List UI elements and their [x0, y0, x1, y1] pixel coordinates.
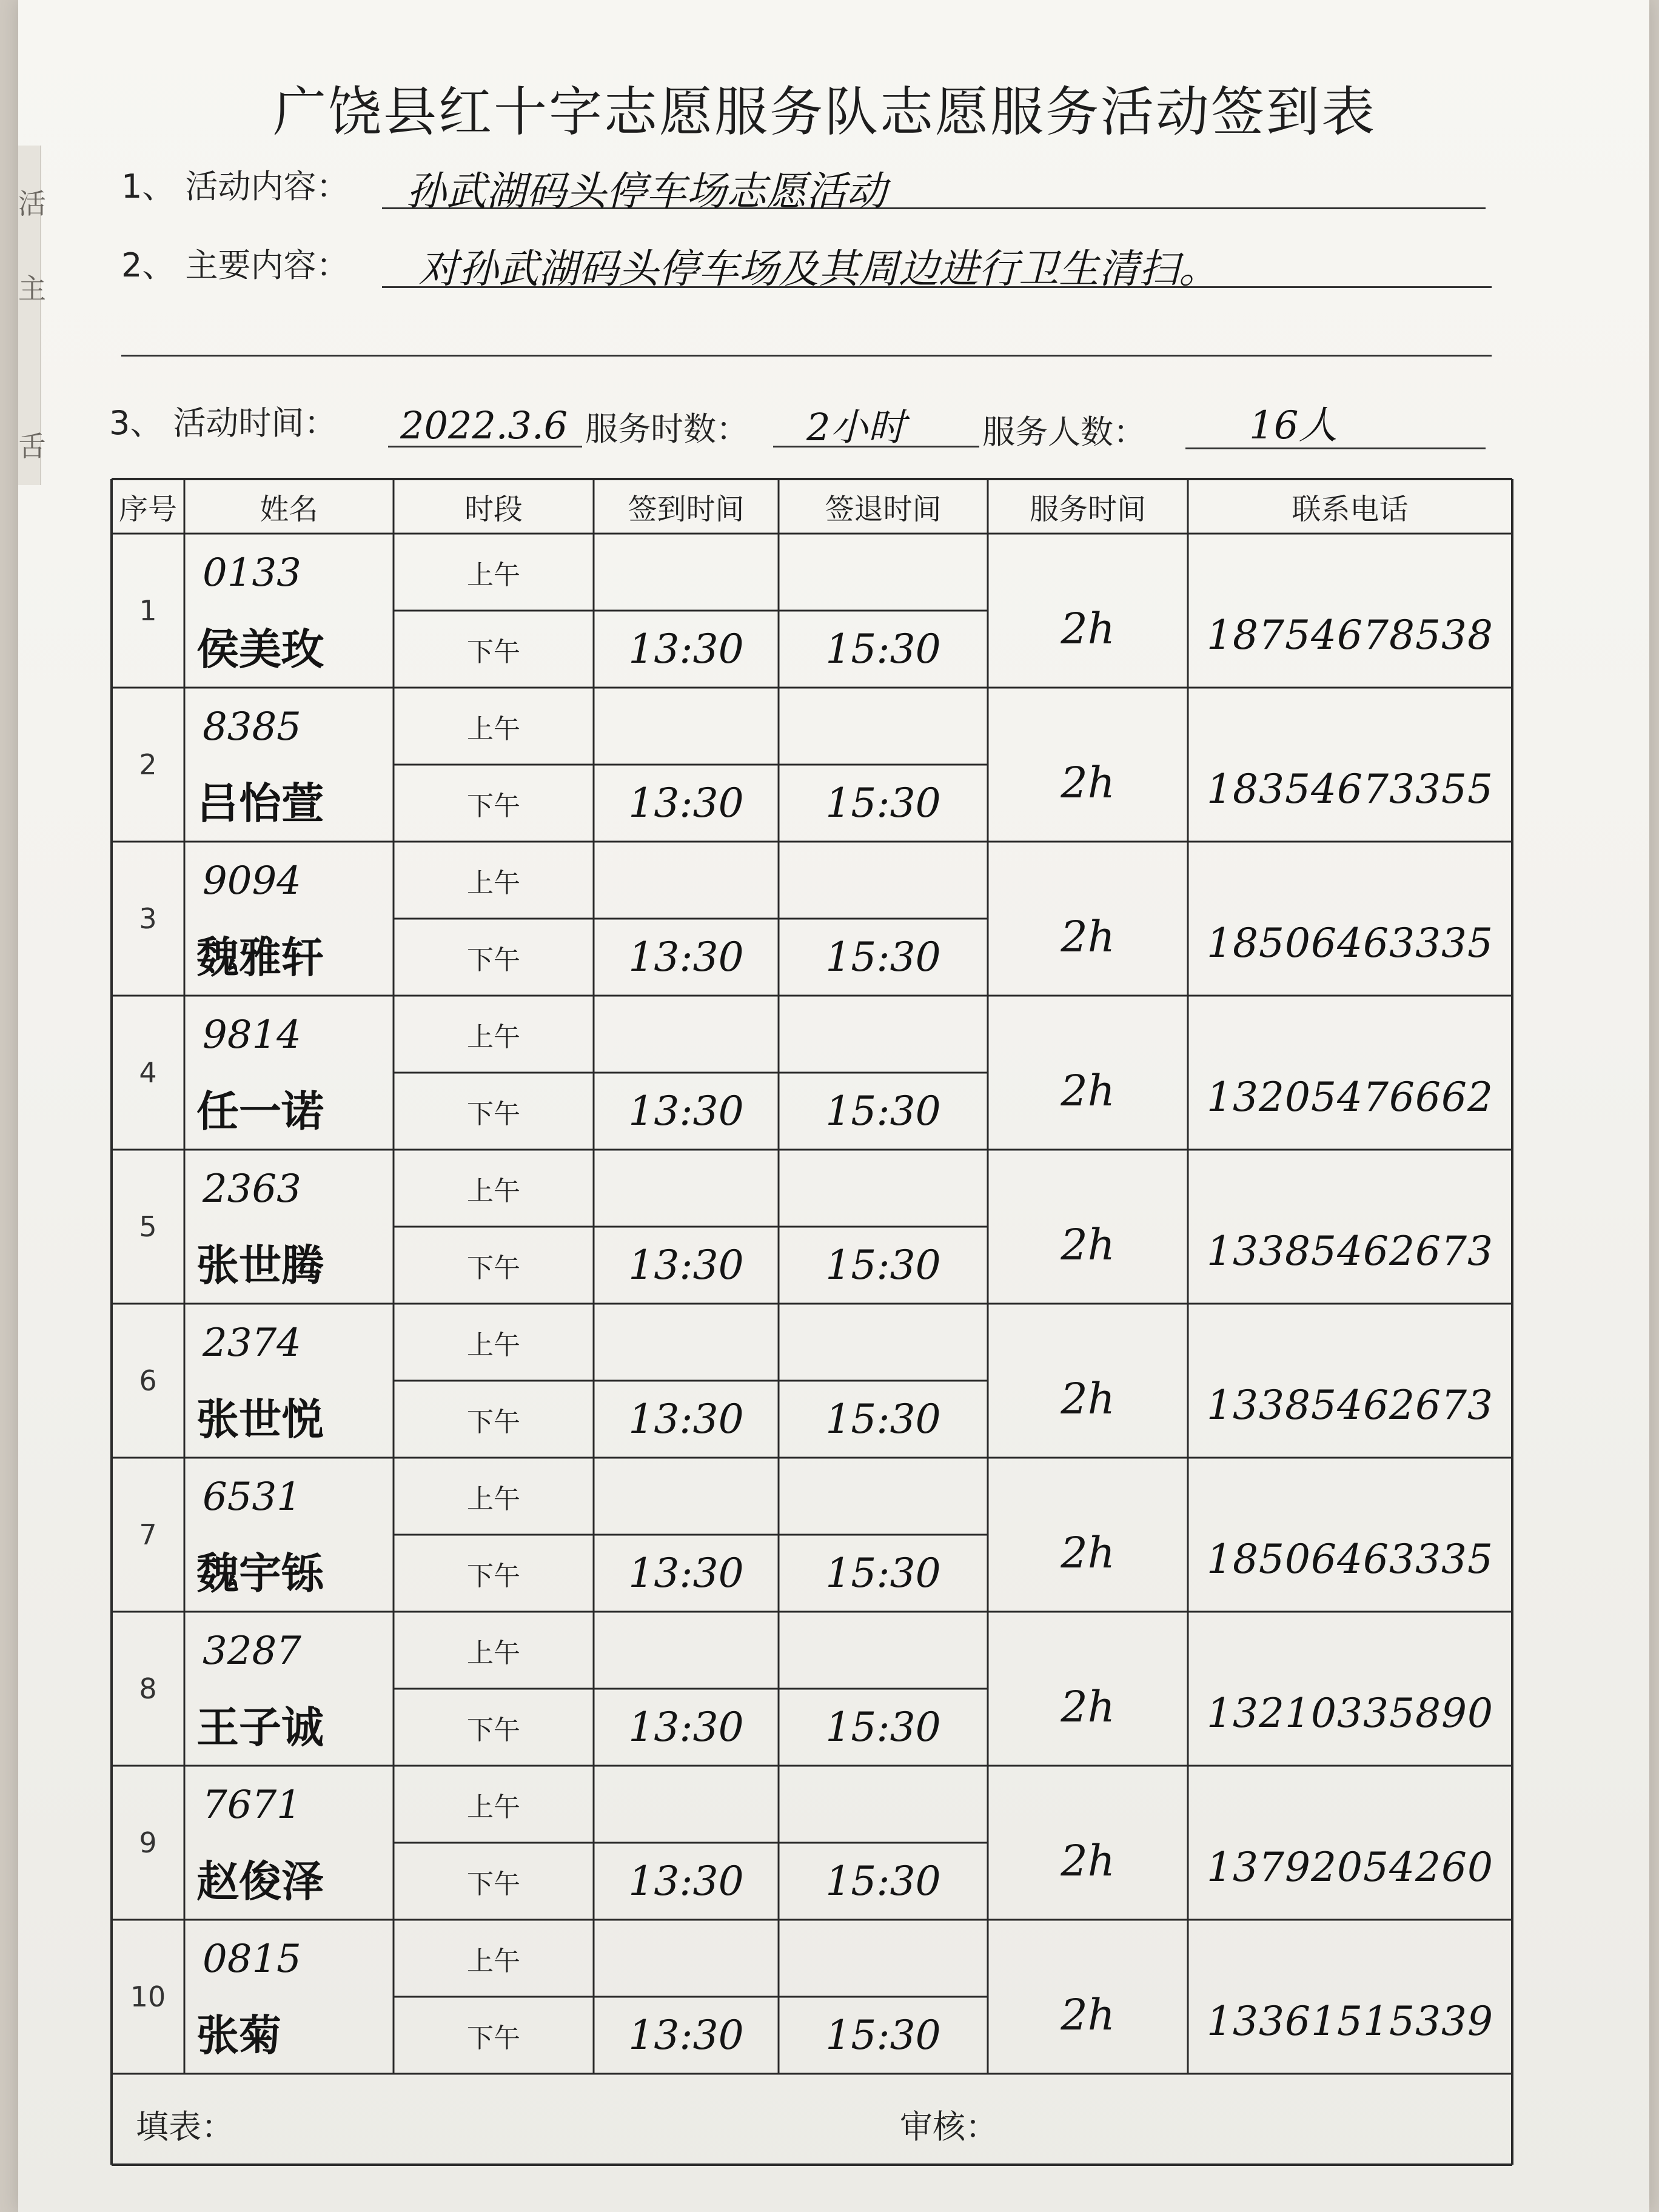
header-service-time: 服务时间	[1029, 492, 1146, 526]
period-am: 上午	[467, 713, 520, 745]
period-pm: 下午	[467, 1406, 520, 1438]
member-code: 9814	[203, 1013, 301, 1057]
service-duration: 2h	[1061, 1682, 1115, 1732]
period-pm: 下午	[467, 1560, 520, 1592]
member-name: 吕怡萱	[196, 778, 324, 828]
table-row	[112, 996, 1512, 1150]
service-duration: 2h	[1061, 1374, 1115, 1424]
service-duration: 2h	[1061, 1990, 1115, 2040]
row-index: 7	[139, 1518, 157, 1551]
phone-number: 13385462673	[1207, 1227, 1493, 1275]
checkout-time: 15:30	[825, 1704, 941, 1751]
main-content-value: 对孙武湖码头停车场及其周边进行卫生清扫。	[418, 246, 1219, 292]
member-name: 任一诺	[196, 1086, 324, 1136]
adjacent-page-edge	[18, 146, 46, 485]
member-code: 0815	[203, 1937, 301, 1982]
period-am: 上午	[467, 1175, 520, 1207]
member-code: 2363	[203, 1167, 301, 1212]
row-index: 10	[130, 1980, 166, 2013]
period-am: 上午	[467, 1021, 520, 1053]
member-name: 张菊	[196, 2010, 281, 2060]
period-am: 上午	[467, 1945, 520, 1977]
service-duration: 2h	[1061, 1528, 1115, 1578]
checkout-time: 15:30	[825, 1242, 941, 1289]
edge-char: 活	[18, 187, 46, 220]
checkin-time: 13:30	[628, 2012, 744, 2059]
service-hours-value: 2小时	[806, 405, 906, 449]
header-checkout: 签退时间	[825, 492, 942, 526]
member-name: 赵俊泽	[196, 1856, 324, 1906]
period-am: 上午	[467, 1483, 520, 1515]
period-pm: 下午	[467, 1098, 520, 1130]
row-index: 8	[139, 1672, 157, 1705]
checkin-time: 13:30	[628, 1858, 744, 1905]
checkin-time: 13:30	[628, 1704, 744, 1751]
checkin-time: 13:30	[628, 934, 744, 980]
activity-time-value: 2022.3.6	[400, 403, 568, 447]
main-content-label: 2、 主要内容：	[121, 246, 349, 284]
member-code: 6531	[203, 1475, 301, 1520]
phone-number: 13205476662	[1207, 1073, 1493, 1121]
service-duration: 2h	[1061, 1836, 1115, 1886]
reviewed-by-label: 审核：	[900, 2108, 998, 2146]
service-duration: 2h	[1061, 912, 1115, 962]
table-row	[112, 534, 1512, 688]
service-duration: 2h	[1061, 1220, 1115, 1270]
phone-number: 18506463335	[1207, 1535, 1493, 1583]
row-index: 6	[139, 1364, 157, 1397]
paper-sheet	[18, 0, 1649, 2212]
service-duration: 2h	[1061, 604, 1115, 654]
period-pm: 下午	[467, 1714, 520, 1746]
period-pm: 下午	[467, 636, 520, 668]
checkin-time: 13:30	[628, 626, 744, 672]
period-am: 上午	[467, 867, 520, 899]
member-code: 0133	[203, 551, 301, 595]
period-pm: 下午	[467, 2022, 520, 2054]
signin-table	[112, 479, 1512, 2154]
period-pm: 下午	[467, 790, 520, 822]
period-am: 上午	[467, 1791, 520, 1823]
member-name: 王子诚	[196, 1702, 324, 1752]
activity-label: 1、 活动内容：	[121, 167, 349, 206]
member-name: 侯美玫	[196, 624, 324, 674]
activity-time-label: 3、 活动时间：	[109, 404, 337, 442]
member-name: 魏宇铄	[196, 1548, 324, 1598]
table-row	[112, 1458, 1512, 1612]
service-hours-label: 服务时数：	[585, 410, 749, 448]
filled-by-label: 填表：	[136, 2108, 234, 2146]
table-row	[112, 688, 1512, 842]
main-content-underline-2	[121, 355, 1492, 357]
member-code: 7671	[203, 1783, 301, 1828]
header-period: 时段	[464, 492, 523, 526]
table-row	[112, 1304, 1512, 1458]
header-name: 姓名	[260, 492, 318, 526]
checkout-time: 15:30	[825, 1088, 941, 1134]
member-code: 2374	[203, 1321, 301, 1366]
checkout-time: 15:30	[825, 2012, 941, 2059]
member-name: 张世悦	[196, 1394, 324, 1444]
header-checkin: 签到时间	[628, 492, 745, 526]
member-name: 张世腾	[196, 1240, 324, 1290]
row-index: 1	[139, 594, 157, 627]
row-index: 2	[139, 748, 157, 781]
member-code: 8385	[203, 705, 301, 749]
service-duration: 2h	[1061, 1066, 1115, 1116]
member-code: 3287	[203, 1629, 301, 1674]
period-am: 上午	[467, 559, 520, 591]
activity-value: 孙武湖码头停车场志愿活动	[406, 168, 886, 215]
table-row	[112, 1766, 1512, 1920]
period-am: 上午	[467, 1329, 520, 1361]
phone-number: 13385462673	[1207, 1381, 1493, 1429]
header-index: 序号	[118, 492, 177, 526]
service-duration: 2h	[1061, 758, 1115, 808]
table-row	[112, 1150, 1512, 1304]
header-phone: 联系电话	[1292, 492, 1409, 526]
row-index: 3	[139, 902, 157, 935]
checkin-time: 13:30	[628, 780, 744, 826]
period-am: 上午	[467, 1637, 520, 1669]
phone-number: 13792054260	[1207, 1843, 1493, 1891]
edge-char: 主	[18, 272, 46, 305]
checkin-time: 13:30	[628, 1550, 744, 1597]
period-pm: 下午	[467, 1868, 520, 1900]
checkin-time: 13:30	[628, 1242, 744, 1289]
period-pm: 下午	[467, 944, 520, 976]
checkout-time: 15:30	[825, 1396, 941, 1443]
phone-number: 18354673355	[1207, 765, 1493, 813]
row-index: 9	[139, 1826, 157, 1859]
phone-number: 18754678538	[1207, 611, 1493, 659]
row-index: 5	[139, 1210, 157, 1243]
phone-number: 13210335890	[1207, 1689, 1493, 1737]
checkout-time: 15:30	[825, 934, 941, 980]
checkout-time: 15:30	[825, 780, 941, 826]
member-code: 9094	[203, 859, 301, 903]
form-title: 广饶县红十字志愿服务队志愿服务活动签到表	[272, 81, 1376, 143]
row-index: 4	[139, 1056, 157, 1089]
checkout-time: 15:30	[825, 626, 941, 672]
service-people-label: 服务人数：	[982, 413, 1146, 451]
checkout-time: 15:30	[825, 1858, 941, 1905]
checkin-time: 13:30	[628, 1088, 744, 1134]
member-name: 魏雅轩	[196, 932, 324, 982]
period-pm: 下午	[467, 1252, 520, 1284]
table-row	[112, 842, 1512, 996]
phone-number: 13361515339	[1207, 1997, 1493, 2045]
phone-number: 18506463335	[1207, 919, 1493, 967]
table-row	[112, 1920, 1512, 2074]
table-row	[112, 1612, 1512, 1766]
service-people-value: 16人	[1249, 403, 1338, 448]
edge-char: 舌	[18, 430, 46, 463]
checkin-time: 13:30	[628, 1396, 744, 1443]
checkout-time: 15:30	[825, 1550, 941, 1597]
